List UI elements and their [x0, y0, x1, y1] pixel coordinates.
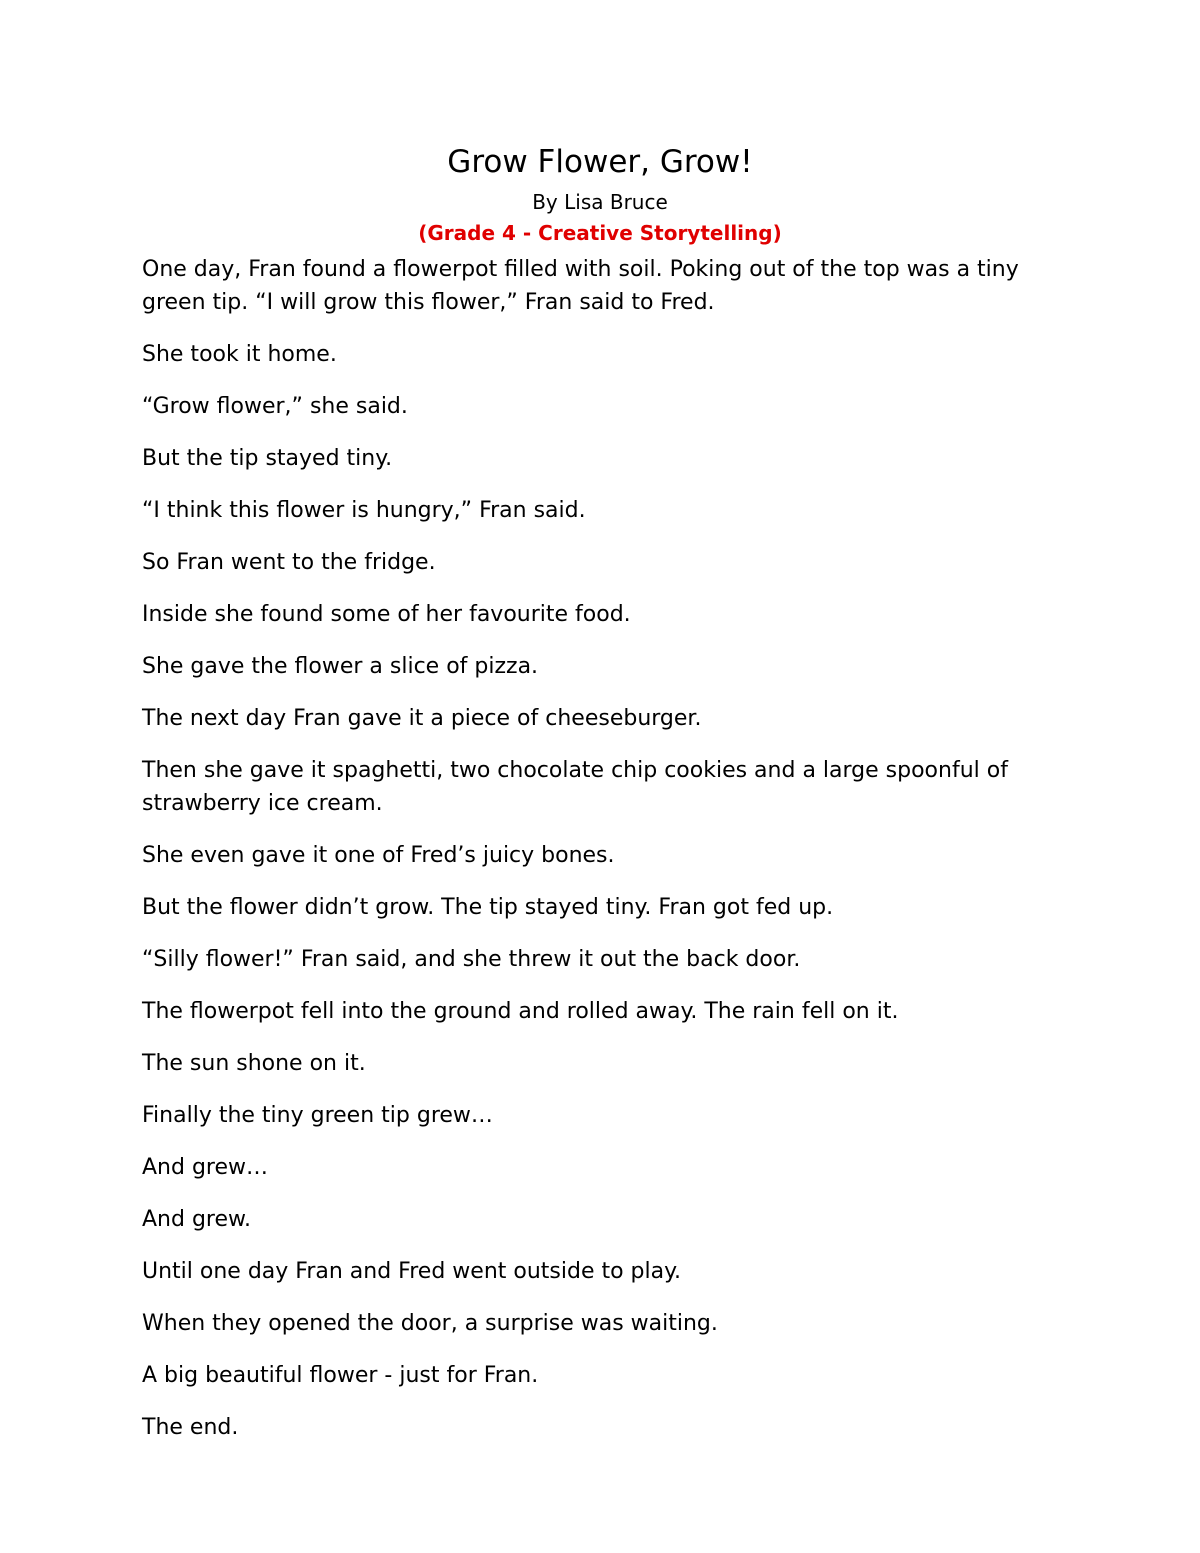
story-paragraph: She took it home. [142, 342, 337, 367]
story-paragraph: So Fran went to the fridge. [142, 550, 436, 575]
author-line: By Lisa Bruce [532, 190, 668, 214]
story-paragraph: She even gave it one of Fred’s juicy bones. [142, 843, 615, 868]
story-paragraph: “I think this flower is hungry,” Fran said. [142, 498, 586, 523]
story-paragraph: “Silly flower!” Fran said, and she threw it out the back door. [142, 947, 801, 972]
story-paragraph: But the flower didn’t grow. The tip stayed tiny. Fran got fed up. [142, 895, 834, 920]
story-paragraph: Then she gave it spaghetti, two chocolate chip cookies and a large spoonful of strawberry ice cream. [142, 758, 1008, 816]
story-paragraph: The end. [142, 1415, 239, 1440]
grade-subtitle: (Grade 4 - Creative Storytelling) [418, 221, 782, 245]
story-paragraph: Finally the tiny green tip grew… [142, 1103, 493, 1128]
story-paragraph: Inside she found some of her favourite food. [142, 602, 631, 627]
story-paragraph: Until one day Fran and Fred went outside to play. [142, 1259, 681, 1284]
story-paragraph: The next day Fran gave it a piece of cheeseburger. [142, 706, 702, 731]
story-paragraph: One day, Fran found a flowerpot filled with soil. Poking out of the top was a tiny green tip. “I will grow this flower,” Fran said to Fred. [142, 257, 1019, 315]
story-paragraph: When they opened the door, a surprise was waiting. [142, 1311, 718, 1336]
story-paragraph: A big beautiful flower - just for Fran. [142, 1363, 539, 1388]
story-paragraph: But the tip stayed tiny. [142, 446, 393, 471]
story-paragraph: “Grow flower,” she said. [142, 394, 408, 419]
page-title: Grow Flower, Grow! [447, 144, 753, 180]
story-body [142, 253, 1062, 1463]
story-paragraph: The sun shone on it. [142, 1051, 366, 1076]
story-paragraph: The flowerpot fell into the ground and rolled away. The rain fell on it. [142, 999, 899, 1024]
story-paragraph: And grew… [142, 1155, 269, 1180]
story-paragraph: And grew. [142, 1207, 251, 1232]
story-paragraph: She gave the flower a slice of pizza. [142, 654, 539, 679]
